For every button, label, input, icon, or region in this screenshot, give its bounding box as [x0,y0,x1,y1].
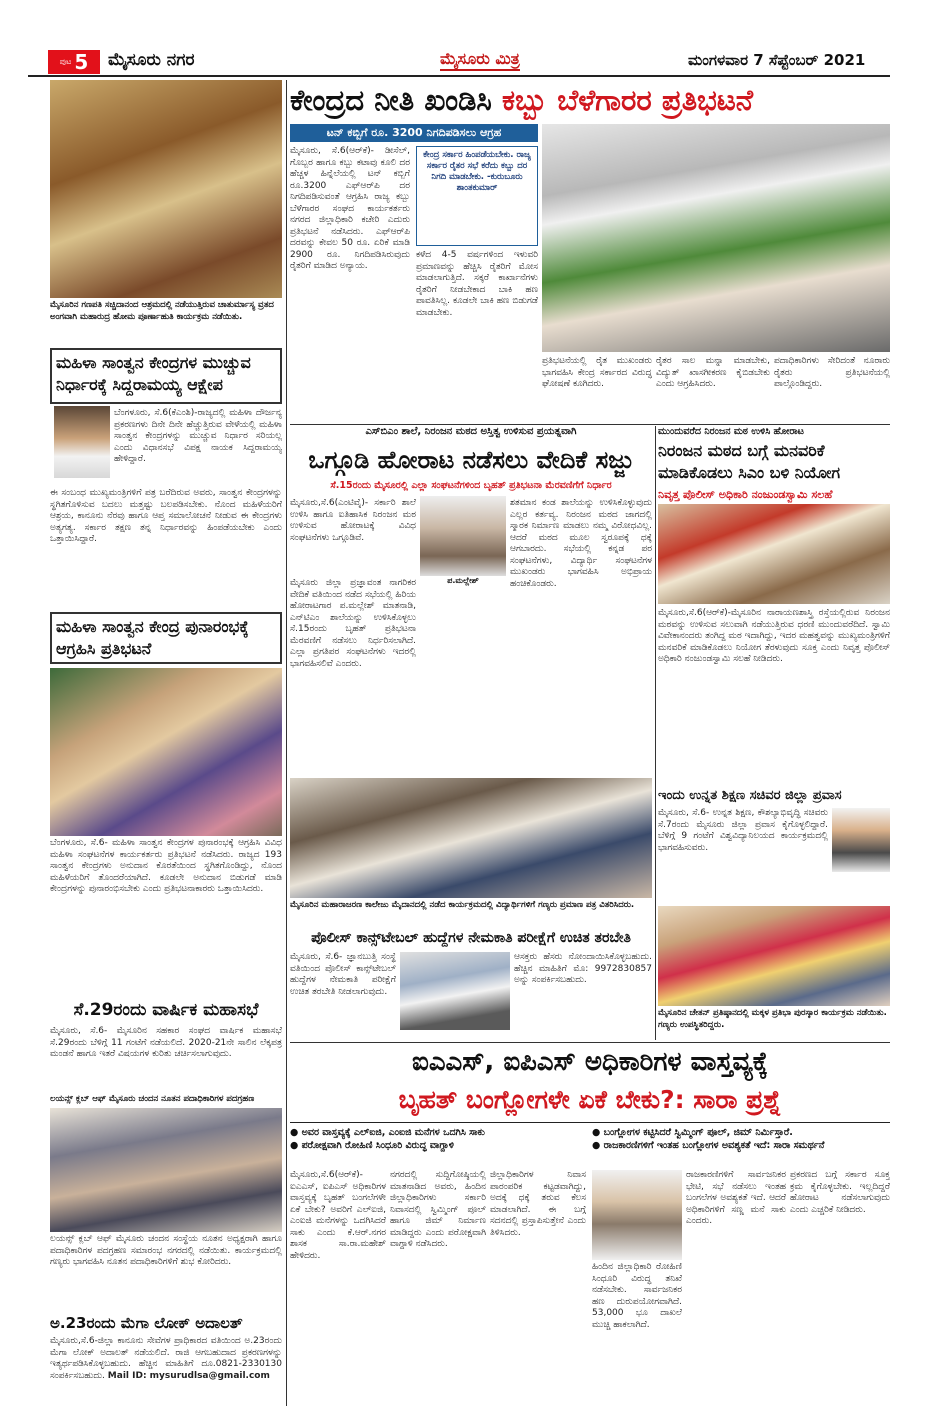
article-body: ರಾಜಕಾರಣಿಗಳಿಗೆ ಸಾರ್ವಜನಿಕರ ಭೇಟಿ, ಸಭೆ ನಡೆಸಲು ಇಂತಹ ಬಂಗಲೆಗಳ ಅವಶ್ಯಕತೆ ಇದೆ. ಆದರೆ ಅಧಿಕಾರಿಗಳಿಗೆ ಸಣ್ಣ ಮನೆ ಸಾಕು ಎಂದರು. [686,1170,786,1226]
portrait-caption: ಪ.ಮಲ್ಲೇಶ್ [447,576,479,585]
farmers-protest-photo [542,124,890,352]
article-body: ಮೈಸೂರು, ಸೆ.6- ಮೈಸೂರಿನ ಸಹಕಾರ ಸಂಘದ ವಾರ್ಷಿಕ ಮಹಾಸಭೆ ಸೆ.29ರಂದು ಬೆಳಿಗ್ಗೆ 11 ಗಂಟೆಗೆ ನಡೆಯಲಿದೆ. 2020-21ನೇ ಸಾಲಿನ ಲೆಕ್ಕಪತ್ರ ಮಂಡನೆ ಹಾಗೂ ಇತರೆ ವಿಷಯಗಳ ಕುರಿತು ಚರ್ಚಿಸಲಾಗುವುದು. [50,1026,282,1059]
bullet-item: ● ಅವರ ವಾಸ್ತವ್ಯಕ್ಕೆ ಎಲ್‌ಐಜಿ, ಎಂಐಜಿ ಮನೆಗಳ ಒದಗಿಸಿ ಸಾಕು [290,1127,485,1138]
article-body-text: ಮೈಸೂರು,ಸೆ.6-ಜಿಲ್ಲಾ ಕಾನೂನು ಸೇವೆಗಳ ಪ್ರಾಧಿಕಾರದ ವತಿಯಿಂದ ಅ.23ರಂದು ಮೆಗಾ ಲೋಕ್ ಅದಾಲತ್ ನಡೆಯಲಿದೆ. ರಾಜಿ ಆಗಬಹುದಾದ ಪ್ರಕರಣಗಳನ್ನು ಇತ್ಯರ್ಥಪಡಿಸಿಕೊಳ್ಳಬಹುದು. ಹೆಚ್ಚಿನ ಮಾಹಿತಿಗೆ ದೂ.0821-2330130 ಸಂಪರ್ಕಿಸಬಹುದು. [50,1336,282,1381]
contact-email: Mail ID: mysurudlsa@gmail.com [107,1370,270,1381]
article-body: ಪದಾಧಿಕಾರಿಗಳು ಸೇರಿದಂತೆ ನೂರಾರು ರೈತರು ಪ್ರತಿಭಟನೆಯಲ್ಲಿ ಪಾಲ್ಗೊಂಡಿದ್ದರು. [774,356,890,389]
article-body: ಮೈಸೂರು, ಸೆ.6- ಜ್ಞಾನಬುತ್ತಿ ಸಂಸ್ಥೆ ವತಿಯಿಂದ ಪೊಲೀಸ್ ಕಾನ್ಸ್‌ಟೇಬಲ್ ಹುದ್ದೆಗಳ ನೇಮಕಾತಿ ಪರೀಕ್ಷೆಗೆ ಉಚಿತ ತರಬೇತಿ ನೀಡಲಾಗುವುದು. [290,952,396,997]
photo-caption: ಮೈಸೂರಿನ ಗಣಪತಿ ಸಚ್ಚಿದಾನಂದ ಆಶ್ರಮದಲ್ಲಿ ನಡೆಯುತ್ತಿರುವ ಚಾತುರ್ಮಾಸ್ಯ ವ್ರತದ ಅಂಗವಾಗಿ ಮಹಾರುದ್ರ ಹೋಮ ಪೂರ್ಣಾಹುತಿ ಕಾರ್ಯಕ್ರಮ ನಡೆಯಿತು. [50,300,274,322]
article-body: ಶತಮಾನ ಕಂಡ ಶಾಲೆಯನ್ನು ಉಳಿಸಿಕೊಳ್ಳುವುದು ಎಲ್ಲರ ಕರ್ತವ್ಯ. ನಿರಂಜನ ಮಠದ ಜಾಗದಲ್ಲಿ ಸ್ಮಾರಕ ನಿರ್ಮಾಣ ಮಾಡಲು ನಮ್ಮ ವಿರೋಧವಿಲ್ಲ. ಆದರೆ ಮಠದ ಮೂಲ ಸ್ವರೂಪಕ್ಕೆ ಧಕ್ಕೆ ಆಗಬಾರದು. ಸಭೆಯಲ್ಲಿ ಕನ್ನಡ ಪರ ಸಂಘಟನೆಗಳು, ವಿದ್ಯಾರ್ಥಿ ಸಂಘಟನೆಗಳ ಮುಖಂಡರು ಭಾಗವಹಿಸಿ ಅಭಿಪ್ರಾಯ ಹಂಚಿಕೊಂಡರು. [510,498,652,589]
article-body: ಬೆಂಗಳೂರು, ಸೆ.6(ಕೆಎಂಶಿ)-ರಾಜ್ಯದಲ್ಲಿ ಮಹಿಳಾ ದೌರ್ಜನ್ಯ ಪ್ರಕರಣಗಳು ದಿನೇ ದಿನೇ ಹೆಚ್ಚುತ್ತಿರುವ ವೇಳೆಯಲ್ಲಿ ಮಹಿಳಾ ಸಾಂತ್ವನ ಕೇಂದ್ರಗಳನ್ನು ಮುಚ್ಚುವ ನಿರ್ಧಾರ ಸರಿಯಲ್ಲ ಎಂದು ವಿಧಾನಸಭೆ ವಿಪಕ್ಷ ನಾಯಕ ಸಿದ್ದರಾಮಯ್ಯ ಹೇಳಿದ್ದಾರೆ. [114,408,282,464]
section-divider [290,1122,890,1123]
article-subhead: ಸೆ.15ರಂದು ಮೈಸೂರಲ್ಲಿ ಎಲ್ಲಾ ಸಂಘಟನೆಗಳಿಂದ ಬೃಹತ್ ಪ್ರತಿಭಟನಾ ಮೆರವಣಿಗೆಗೆ ನಿರ್ಧಾರ [330,480,612,491]
article-body [50,1336,282,1404]
article-body: ಮೈಸೂರು ಜಿಲ್ಲಾ ಪ್ರಜ್ಞಾವಂತ ನಾಗರಿಕರ ವೇದಿಕೆ ವತಿಯಿಂದ ನಡೆದ ಸಭೆಯಲ್ಲಿ ಹಿರಿಯ ಹೋರಾಟಗಾರ ಪ.ಮಲ್ಲೇಶ್ ಮಾತನಾಡಿ, ಎನ್‌ಟಿಎಂ ಶಾಲೆಯನ್ನು ಉಳಿಸಿಕೊಳ್ಳಲು ಸೆ.15ರಂದು ಬೃಹತ್ ಪ್ರತಿಭಟನಾ ಮೆರವಣಿಗೆ ನಡೆಸಲು ನಿರ್ಧರಿಸಲಾಗಿದೆ. ಎಲ್ಲಾ ಪ್ರಗತಿಪರ ಸಂಘಟನೆಗಳು ಇದರಲ್ಲಿ ಭಾಗವಹಿಸಲಿವೆ ಎಂದರು. [290,578,416,669]
pull-quote: ಕೇಂದ್ರ ಸರ್ಕಾರ ಹಿಂಪಡೆಯಬೇಕು. ರಾಜ್ಯ ಸರ್ಕಾರ ರೈತರ ಸಭೆ ಕರೆದು ಕಬ್ಬು ದರ ನಿಗದಿ ಮಾಡಬೇಕು. -ಕುರುಬೂರು ಶಾಂತಕುಮಾರ್ [416,146,538,246]
ritual-photo [50,80,282,298]
main-headline-red: ಕಬ್ಬು ಬೆಳೆಗಾರರ ಪ್ರತಿಭಟನೆ [501,83,754,117]
photo-caption: ಮೈಸೂರಿನ ಮಹಾರಾಜರಣ ಕಾಲೇಜು ಮೈದಾನದಲ್ಲಿ ನಡೆದ ಕಾರ್ಯಕ್ರಮದಲ್ಲಿ ವಿದ್ಯಾರ್ಥಿಗಳಿಗೆ ಗಣ್ಯರು ಪ್ರಮಾಣ ಪತ್ರ ವಿತರಿಸಿದರು. [290,900,635,910]
police-photo [400,952,510,1030]
speaker-photo [592,1170,682,1260]
photo-caption: ಮೈಸೂರಿನ ಚೇತನ್ ಪ್ರತಿಷ್ಠಾನದಲ್ಲಿ ಮಕ್ಕಳ ಪ್ರತಿಭಾ ಪುರಸ್ಕಾರ ಕಾರ್ಯಕ್ರಮ ನಡೆಯಿತು. ಗಣ್ಯರು ಉಪಸ್ಥಿತರಿದ್ದರು. [658,1008,887,1030]
article-kicker: ಎಸ್‌ಬಿಎಂ ಶಾಲೆ, ನಿರಂಜನ ಮಠದ ಅಸ್ತಿತ್ವ ಉಳಿಸುವ ಪ್ರಯತ್ನವಾಗಿ [365,426,577,437]
article-headline: ಪೊಲೀಸ್ ಕಾನ್ಸ್‌ಟೇಬಲ್ ಹುದ್ದೆಗಳ ನೇಮಕಾತಿ ಪರೀಕ್ಷೆಗೆ ಉಚಿತ ತರಬೇತಿ [311,930,631,946]
main-subhead: ಟನ್ ಕಬ್ಬಿಗೆ ರೂ. 3200 ನಿಗದಿಪಡಿಸಲು ಆಗ್ರಹ [290,124,538,142]
bullet-item: ● ಬಂಗ್ಲೋಗಳ ಕಟ್ಟಿಸಿದರೆ ಸ್ವಿಮ್ಮಿಂಗ್ ಪೂಲ್, ಜಿಮ್ ನಿರ್ಮಿಸ್ತಾರೆ. [592,1127,793,1138]
meeting-photo [658,504,890,604]
page-number-badge [48,50,100,74]
header-divider [28,75,890,77]
article-headline: ನಿರಂಜನ ಮಠದ ಬಗ್ಗೆ ಮನವರಿಕೆ ಮಾಡಿಕೊಡಲು ಸಿಎಂ ಬಳಿ ನಿಯೋಗ [658,441,840,482]
article-body: ಕಳೆದ 4-5 ವರ್ಷಗಳಿಂದ ಇಳುವರಿ ಪ್ರಮಾಣವನ್ನು ಹೆಚ್ಚಿಸಿ ರೈತರಿಗೆ ಮೋಸ ಮಾಡಲಾಗುತ್ತಿದೆ. ಸಕ್ಕರೆ ಕಾರ್ಖಾನೆಗಳು ರೈತರಿಗೆ ನೀಡಬೇಕಾದ ಬಾಕಿ ಹಣ ಪಾವತಿಸಿಲ್ಲ. ಕೂಡಲೇ ಬಾಕಿ ಹಣ ಬಿಡುಗಡೆ ಮಾಡಬೇಕು. [416,250,538,318]
article-body: ಆಸಕ್ತರು ಹೆಸರು ನೋಂದಾಯಿಸಿಕೊಳ್ಳಬಹುದು. ಹೆಚ್ಚಿನ ಮಾಹಿತಿಗೆ ಮೊ: 9972830857 ಅನ್ನು ಸಂಪರ್ಕಿಸಬಹುದು. [514,952,652,985]
article-body: ಪ್ರಕರಣದ ಬಗ್ಗೆ ಸರ್ಕಾರ ಸೂಕ್ತ ಕ್ರಮ ಕೈಗೊಳ್ಳಬೇಕು. ಇಲ್ಲದಿದ್ದರೆ ಹೋರಾಟ ನಡೆಸಲಾಗುವುದು ಎಂದು ಎಚ್ಚರಿಕೆ ನೀಡಿದರು. [790,1170,890,1215]
article-headline: ಇಂದು ಉನ್ನತ ಶಿಕ್ಷಣ ಸಚಿವರ ಜಿಲ್ಲಾ ಪ್ರವಾಸ [658,788,842,803]
portrait-photo [420,496,506,576]
bottom-headline: ಐಎಎಸ್, ಐಪಿಎಸ್ ಅಧಿಕಾರಿಗಳ ವಾಸ್ತವ್ಯಕ್ಕೆ [412,1047,768,1077]
article-headline-box [50,612,282,664]
students-photo [290,778,652,898]
protest-photo [50,668,282,836]
page-number: 5 [74,50,89,74]
article-body: ಮೈಸೂರು,ಸೆ.6(ಆರ್‌ಕೆ)-ಮೈಸೂರಿನ ನಾರಾಯಣಶಾಸ್ತ್ರಿ ರಸ್ತೆಯಲ್ಲಿರುವ ನಿರಂಜನ ಮಠವನ್ನು ಉಳಿಸುವ ಸಲುವಾಗಿ ನಡೆಯುತ್ತಿರುವ ಧರಣಿ ಮುಂದುವರೆದಿದೆ. ಸ್ವಾಮಿ ವಿವೇಕಾನಂದರು ತಂಗಿದ್ದ ಮಠ ಇದಾಗಿದ್ದು, ಇದರ ಮಹತ್ವವನ್ನು ಮುಖ್ಯಮಂತ್ರಿಗಳಿಗೆ ಮನವರಿಕೆ ಮಾಡಿಕೊಡಲು ನಿಯೋಗ ತೆರಳುವುದು ಸೂಕ್ತ ಎಂದು ನಿವೃತ್ತ ಪೊಲೀಸ್ ಅಧಿಕಾರಿ ನಂಜುಂಡಸ್ವಾಮಿ ಸಲಹೆ ನೀಡಿದರು. [658,608,890,664]
bullet-item: ● ಪರೋಕ್ಷವಾಗಿ ರೋಹಿಣಿ ಸಿಂಧೂರಿ ವಿರುದ್ಧ ವಾಗ್ದಾಳಿ [290,1140,454,1151]
bullet-list [592,1126,890,1166]
article-headline-box [50,348,282,404]
bottom-headline-red: ಬೃಹತ್ ಬಂಗ್ಲೋಗಳೇ ಏಕೆ ಬೇಕು?: ಸಾರಾ ಪ್ರಶ್ನೆ [398,1085,782,1114]
article-body: ಮೈಸೂರು, ಸೆ.6(ಆರ್‌ಕೆ)- ಡೀಸೆಲ್, ಗೊಬ್ಬರ ಹಾಗೂ ಕಬ್ಬು ಕಟಾವು ಕೂಲಿ ದರ ಹೆಚ್ಚಳ ಹಿನ್ನೆಲೆಯಲ್ಲಿ ಟನ್ ಕಬ್ಬಿಗೆ ರೂ.3200 ಎಫ್‌ಆರ್‌ಪಿ ದರ ನಿಗದಿಪಡಿಸುವಂತೆ ಆಗ್ರಹಿಸಿ ರಾಜ್ಯ ಕಬ್ಬು ಬೆಳೆಗಾರರ ಸಂಘದ ಕಾರ್ಯಕರ್ತರು ನಗರದ ಜಿಲ್ಲಾಧಿಕಾರಿ ಕಚೇರಿ ಎದುರು ಪ್ರತಿಭಟನೆ ನಡೆಸಿದರು. ಎಫ್‌ಆರ್‌ಪಿ ದರವನ್ನು ಕೇವಲ 50 ರೂ. ಏರಿಕೆ ಮಾಡಿ 2900 ರೂ. ನಿಗದಿಪಡಿಸಿರುವುದು ರೈತರಿಗೆ ಮಾಡಿದ ಅನ್ಯಾಯ. [290,146,410,271]
article-body: ಮೈಸೂರು,ಸೆ.6(ಆರ್‌ಕೆ)-ಐಎಎಸ್, ಐಪಿಎಸ್ ಅಧಿಕಾರಿಗಳ ವಾಸ್ತವ್ಯಕ್ಕೆ ಬೃಹತ್ ಬಂಗಲೆಗಳೇ ಏಕೆ ಬೇಕು? ಅವರಿಗೆ ಎಲ್‌ಐಜಿ, ಎಂಐಜಿ ಮನೆಗಳನ್ನು ಒದಗಿಸಿದರೆ ಸಾಕು ಎಂದು ಕೆ.ಆರ್.ನಗರ ಶಾಸಕ ಸಾ.ರಾ.ಮಹೇಶ್ ಹೇಳಿದರು. [290,1170,386,1261]
article-headline: ಸೆ.29ರಂದು ವಾರ್ಷಿಕ ಮಹಾಸಭೆ [73,1000,259,1020]
article-body: ಪ್ರತಿಭಟನೆಯಲ್ಲಿ ರೈತ ಮುಖಂಡರು ಭಾಗವಹಿಸಿ ಕೇಂದ್ರ ಸರ್ಕಾರದ ವಿರುದ್ಧ ಘೋಷಣೆ ಕೂಗಿದರು. [542,356,652,389]
article-kicker: ಮುಂದುವರೆದ ನಿರಂಜನ ಮಠ ಉಳಿಸಿ ಹೋರಾಟ [658,426,804,437]
main-headline [290,80,890,120]
article-body: ನಗರದಲ್ಲಿ ಸುದ್ದಿಗೋಷ್ಠಿಯಲ್ಲಿ ಮಾತನಾಡಿದ ಅವರು, ಹಿಂದಿನ ಜಿಲ್ಲಾಧಿಕಾರಿಗಳು ಸರ್ಕಾರಿ ನಿವಾಸದಲ್ಲಿ ಸ್ವಿಮ್ಮಿಂಗ್ ಪೂಲ್ ಹಾಗೂ ಜಿಮ್ ನಿರ್ಮಾಣ ಮಾಡಿದ್ದರು ಎಂದು ಪರೋಕ್ಷವಾಗಿ ವಾಗ್ದಾಳಿ ನಡೆಸಿದರು. [390,1170,486,1249]
minister-portrait [832,808,890,872]
article-body: ಮೈಸೂರು,ಸೆ.6(ಎಂಟಿವೈ)- ಸರ್ಕಾರಿ ಶಾಲೆ ಉಳಿಸಿ ಹಾಗೂ ಐತಿಹಾಸಿಕ ನಿರಂಜನ ಮಠ ಉಳಿಸುವ ಹೋರಾಟಕ್ಕೆ ವಿವಿಧ ಸಂಘಟನೆಗಳು ಒಗ್ಗೂಡಿವೆ. [290,498,416,543]
article-headline: ಮಹಿಳಾ ಸಾಂತ್ವನ ಕೇಂದ್ರ ಪುನಾರಂಭಕ್ಕೆ ಆಗ್ರಹಿಸಿ ಪ್ರತಿಭಟನೆ [56,617,249,658]
article-body: ಜಿಲ್ಲಾಧಿಕಾರಿಗಳ ನಿವಾಸ ಪಾರಂಪರಿಕ ಕಟ್ಟಡವಾಗಿದ್ದು, ಅದಕ್ಕೆ ಧಕ್ಕೆ ತರುವ ಕೆಲಸ ಮಾಡಲಾಗಿದೆ. ಈ ಬಗ್ಗೆ ಸದನದಲ್ಲಿ ಪ್ರಸ್ತಾಪಿಸುತ್ತೇನೆ ಎಂದು ತಿಳಿಸಿದರು. [490,1170,586,1238]
article-body: ಮೈಸೂರು, ಸೆ.6- ಉನ್ನತ ಶಿಕ್ಷಣ, ಕೌಶಲ್ಯಾಭಿವೃದ್ಧಿ ಸಚಿವರು ಸೆ.7ರಂದು ಮೈಸೂರು ಜಿಲ್ಲಾ ಪ್ರವಾಸ ಕೈಗೊಳ್ಳಲಿದ್ದಾರೆ. ಬೆಳಿಗ್ಗೆ 9 ಗಂಟೆಗೆ ವಿಶ್ವವಿದ್ಯಾನಿಲಯದ ಕಾರ್ಯಕ್ರಮದಲ್ಲಿ ಭಾಗವಹಿಸುವರು. [658,808,828,853]
issue-date: ಮಂಗಳವಾರ 7 ಸೆಪ್ಟೆಂಬರ್ 2021 [688,51,866,69]
photo-kicker: ಲಯನ್ಸ್ ಕ್ಲಬ್ ಆಫ್ ಮೈಸೂರು ಚಂದನ ನೂತನ ಪದಾಧಿಕಾರಿಗಳ ಪದಗ್ರಹಣ [50,1094,255,1104]
portrait-photo [54,406,110,478]
column-divider [286,80,287,1406]
section-divider [290,1042,890,1043]
bullet-list [290,1126,586,1166]
main-headline-black: ಕೇಂದ್ರದ ನೀತಿ ಖಂಡಿಸಿ [290,83,492,117]
article-headline: ಒಗ್ಗೂಡಿ ಹೋರಾಟ ನಡೆಸಲು ವೇದಿಕೆ ಸಜ್ಜು [308,446,634,474]
section-divider [290,424,890,425]
event-photo [50,1108,282,1232]
article-body: ಲಯನ್ಸ್ ಕ್ಲಬ್ ಆಫ್ ಮೈಸೂರು ಚಂದನ ಸಂಸ್ಥೆಯ ನೂತನ ಅಧ್ಯಕ್ಷರಾಗಿ ಹಾಗೂ ಪದಾಧಿಕಾರಿಗಳ ಪದಗ್ರಹಣ ಸಮಾರಂಭ ನಗರದಲ್ಲಿ ನಡೆಯಿತು. ಕಾರ್ಯಕ್ರಮದಲ್ಲಿ ಗಣ್ಯರು ಭಾಗವಹಿಸಿ ನೂತನ ಪದಾಧಿಕಾರಿಗಳಿಗೆ ಶುಭ ಕೋರಿದರು. [50,1234,282,1267]
column-divider [655,426,656,1040]
page-label: ಪುಟ [59,57,72,66]
article-subhead: ನಿವೃತ್ತ ಪೊಲೀಸ್ ಅಧಿಕಾರಿ ನಂಜುಂಡಸ್ವಾಮಿ ಸಲಹೆ [658,488,833,501]
masthead-logo: ಮೈಸೂರು ಮಿತ್ರ [440,49,520,71]
section-title: ಮೈಸೂರು ನಗರ [108,50,195,70]
article-headline: ಅ.23ರಂದು ಮೆಗಾ ಲೋಕ್ ಅದಾಲತ್ [50,1314,243,1332]
award-event-photo [658,906,890,1006]
article-body: ಈ ಸಂಬಂಧ ಮುಖ್ಯಮಂತ್ರಿಗಳಿಗೆ ಪತ್ರ ಬರೆದಿರುವ ಅವರು, ಸಾಂತ್ವನ ಕೇಂದ್ರಗಳನ್ನು ಸ್ಥಗಿತಗೊಳಿಸುವ ಬದಲು ಮತ್ತಷ್ಟು ಬಲಪಡಿಸಬೇಕು. ನೊಂದ ಮಹಿಳೆಯರಿಗೆ ಆಶ್ರಯ, ಕಾನೂನು ನೆರವು ಹಾಗೂ ಆಪ್ತ ಸಮಾಲೋಚನೆ ನೀಡುವ ಈ ಕೇಂದ್ರಗಳು ಅತ್ಯಗತ್ಯ. ಸರ್ಕಾರ ತಕ್ಷಣ ತನ್ನ ನಿರ್ಧಾರವನ್ನು ಹಿಂಪಡೆಯಬೇಕು ಎಂದು ಒತ್ತಾಯಿಸಿದ್ದಾರೆ. [50,488,282,544]
bullet-item: ● ರಾಜಕಾರಣಿಗಳಿಗೆ ಇಂತಹ ಬಂಗ್ಲೋಗಳ ಅವಶ್ಯಕತೆ ಇದೆ: ಸಾರಾ ಸಮರ್ಥನೆ [592,1140,825,1151]
article-body: ಹಿಂದಿನ ಜಿಲ್ಲಾಧಿಕಾರಿ ರೋಹಿಣಿ ಸಿಂಧೂರಿ ವಿರುದ್ಧ ತನಿಖೆ ನಡೆಸಬೇಕು. ಸಾರ್ವಜನಿಕರ ಹಣ ದುರುಪಯೋಗವಾಗಿದೆ. 53,000 ಭೂ ದಾಖಲೆ ಮುಚ್ಚಿ ಹಾಕಲಾಗಿದೆ. [592,1262,682,1330]
article-body: ಬೆಂಗಳೂರು, ಸೆ.6- ಮಹಿಳಾ ಸಾಂತ್ವನ ಕೇಂದ್ರಗಳ ಪುನಾರಂಭಕ್ಕೆ ಆಗ್ರಹಿಸಿ ವಿವಿಧ ಮಹಿಳಾ ಸಂಘಟನೆಗಳ ಕಾರ್ಯಕರ್ತರು ಪ್ರತಿಭಟನೆ ನಡೆಸಿದರು. ರಾಜ್ಯದ 193 ಸಾಂತ್ವನ ಕೇಂದ್ರಗಳು ಅನುದಾನ ಕೊರತೆಯಿಂದ ಸ್ಥಗಿತಗೊಂಡಿದ್ದು, ನೊಂದ ಮಹಿಳೆಯರಿಗೆ ತೊಂದರೆಯಾಗಿದೆ. ಕೂಡಲೇ ಅನುದಾನ ಬಿಡುಗಡೆ ಮಾಡಿ ಕೇಂದ್ರಗಳನ್ನು ಪುನಾರಂಭಿಸಬೇಕು ಎಂದು ಪ್ರತಿಭಟನಾಕಾರರು ಒತ್ತಾಯಿಸಿದರು. [50,838,282,894]
article-headline: ಮಹಿಳಾ ಸಾಂತ್ವನ ಕೇಂದ್ರಗಳ ಮುಚ್ಚುವ ನಿರ್ಧಾರಕ್ಕೆ ಸಿದ್ದರಾಮಯ್ಯ ಆಕ್ಷೇಪ [56,353,251,394]
article-body: ರೈತರ ಸಾಲ ಮನ್ನಾ ಮಾಡಬೇಕು, ವಿದ್ಯುತ್ ಖಾಸಗೀಕರಣ ಕೈಬಿಡಬೇಕು ಎಂದು ಆಗ್ರಹಿಸಿದರು. [656,356,770,389]
